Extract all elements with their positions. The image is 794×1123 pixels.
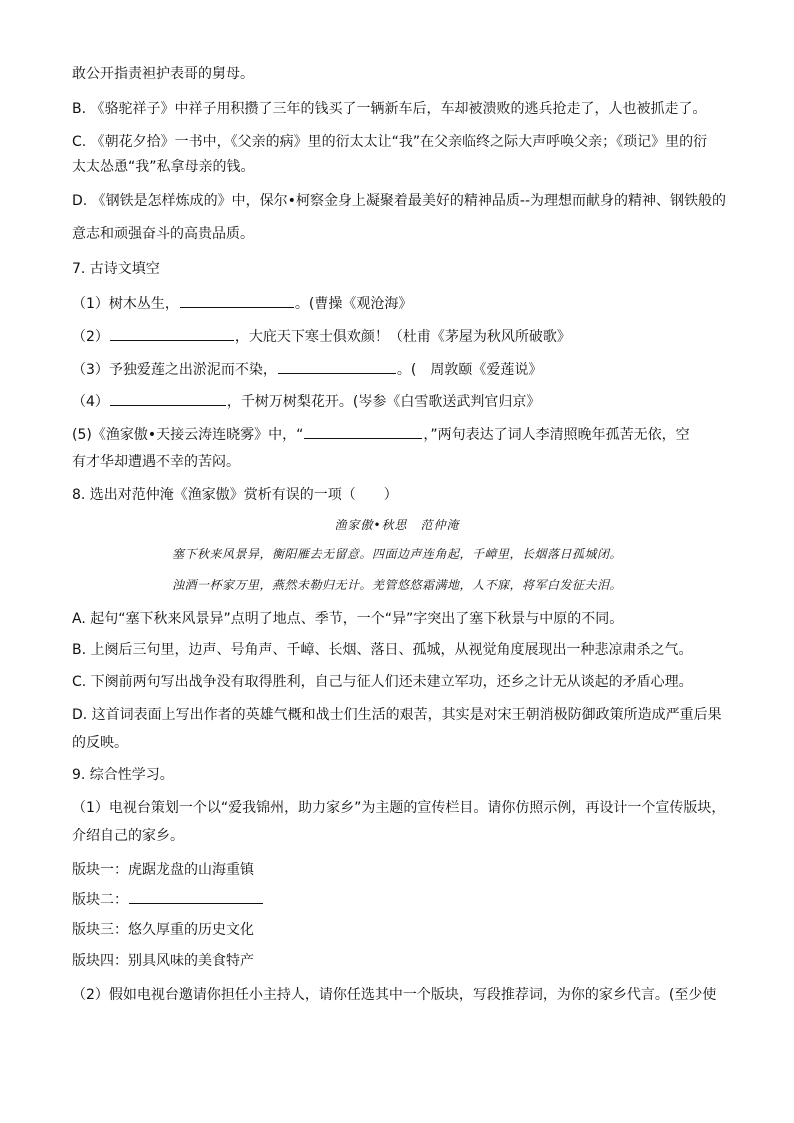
q7-5-suffix: ，”两句表达了词人李清照晚年孤苦无依，空 bbox=[423, 427, 690, 443]
q7-1-prefix: （1）树木丛生， bbox=[72, 296, 179, 312]
q7-2-prefix: （2） bbox=[72, 329, 109, 345]
question-7-1 bbox=[72, 293, 728, 314]
q7-4-suffix: ，千树万树梨花开。(岑参《白雪歌送武判官归京》 bbox=[226, 394, 541, 410]
question-8-title: 8. 选出对范仲淹《渔家傲》赏析有误的一项（ ） bbox=[72, 487, 398, 503]
block-2 bbox=[72, 889, 728, 910]
poem-line-1: 塞下秋来风景异，衡阳雁去无留意。四面边声连角起，千嶂里，长烟落日孤城闭。 bbox=[171, 547, 622, 561]
q7-3-suffix: 。( 周敦颐《爱莲说》 bbox=[396, 362, 543, 378]
block-1: 版块一：虎踞龙盘的山海重镇 bbox=[72, 862, 254, 878]
q7-2-suffix: ，大庇天下寒士俱欢颜！（杜甫《茅屋为秋风所破歌》 bbox=[234, 329, 571, 345]
answer-blank[interactable] bbox=[129, 889, 263, 904]
question-9-1-line-1: （1）电视台策划一个以“爱我锦州，助力家乡”为主题的宣传栏目。请你仿照示例，再设计一个宣传版块， bbox=[72, 800, 726, 816]
option-b-8: B. 上阕后三句里，边声、号角声、千嶂、长烟、落日、孤城，从视觉角度展现出一种悲凉肃杀之气。 bbox=[72, 642, 693, 658]
answer-blank[interactable] bbox=[110, 326, 234, 341]
q7-1-suffix: 。(曹操《观沧海》 bbox=[294, 296, 413, 312]
q7-3-prefix: （3）予独爱莲之出淤泥而不染， bbox=[72, 362, 277, 378]
option-d-8-1: D. 这首词表面上写出作者的英雄气概和战士们生活的艰苦，其实是对宋王朝消极防御政策所造成严重后果 bbox=[72, 707, 722, 723]
poem-line-2: 浊酒一杯家万里，燕然未勒归无计。羌管悠悠霜满地，人不寐，将军白发征夫泪。 bbox=[171, 578, 622, 592]
answer-blank[interactable] bbox=[278, 359, 396, 374]
answer-blank[interactable] bbox=[304, 424, 422, 439]
question-9-1-line-2: 介绍自己的家乡。 bbox=[72, 828, 184, 844]
option-c-8: C. 下阕前两句写出战争没有取得胜利，自己与征人们还未建立军功，还乡之计无从谈起的矛盾心理。 bbox=[72, 674, 693, 690]
question-7-3 bbox=[72, 359, 728, 380]
question-7-5-cont: 有才华却遭遇不幸的苦闷。 bbox=[72, 454, 240, 470]
question-9-2: （2）假如电视台邀请你担任小主持人，请你任选其中一个版块，写段推荐词，为你的家乡代言。(至少使 bbox=[72, 987, 717, 1003]
option-a-8: A. 起句“塞下秋来风景异”点明了地点、季节，一个“异”字突出了塞下秋景与中原的不同。 bbox=[72, 611, 624, 627]
question-7-4 bbox=[72, 391, 728, 412]
block-4: 版块四：别具风味的美食特产 bbox=[72, 953, 254, 969]
question-9-title: 9. 综合性学习。 bbox=[72, 767, 174, 783]
answer-blank[interactable] bbox=[180, 293, 294, 308]
q7-4-prefix: （4） bbox=[72, 394, 109, 410]
question-7-5 bbox=[72, 424, 728, 445]
block-2-label: 版块二： bbox=[72, 892, 128, 908]
option-d-text-2: 意志和顽强奋斗的高贵品质。 bbox=[72, 226, 254, 242]
question-7-label: 7. 古诗文填空 bbox=[72, 261, 160, 277]
text-line: 敢公开指责袒护表哥的舅母。 bbox=[72, 66, 254, 82]
question-7-2 bbox=[72, 326, 728, 347]
poem-title: 渔家傲•秋思 范仲淹 bbox=[334, 518, 460, 532]
option-c-text-1: C. 《朝花夕拾》一书中，《父亲的病》里的衍太太让“我”在父亲临终之际大声呼唤父亲；《琐记》里的衍 bbox=[72, 134, 708, 150]
option-b-text: B. 《骆驼祥子》中祥子用积攒了三年的钱买了一辆新车后，车却被溃败的逃兵抢走了，人也被抓走了。 bbox=[72, 101, 707, 117]
answer-blank[interactable] bbox=[110, 391, 226, 406]
option-c-text-2: 太太怂恿“我”私拿母亲的钱。 bbox=[72, 159, 255, 175]
block-3: 版块三：悠久厚重的历史文化 bbox=[72, 922, 254, 938]
q7-5-prefix: (5)《渔家傲•天接云涛连晓雾》中，“ bbox=[72, 427, 304, 443]
question-7-title bbox=[72, 259, 728, 279]
option-d-text-1: D. 《钢铁是怎样炼成的》中，保尔•柯察金身上凝聚着最美好的精神品质--为理想而献身的精神、钢铁般的 bbox=[72, 193, 727, 209]
option-d-8-2: 的反映。 bbox=[72, 735, 128, 751]
